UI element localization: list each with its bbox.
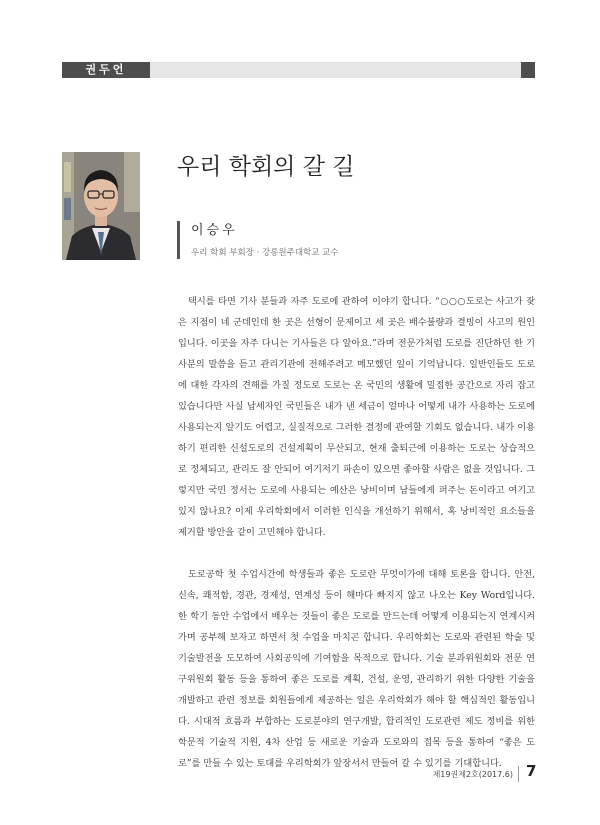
footer-divider [518,766,519,782]
article-body [178,291,535,774]
author-accent-bar [177,221,180,259]
issue-info: 제19권제2호(2017.6) [432,770,513,779]
header-end-block [521,62,535,78]
article-title: 우리 학회의 갈 길 [177,154,355,180]
page-number: 7 [526,762,537,780]
section-header-bar [62,62,535,78]
author-photo [62,152,140,260]
author-name: 이승우 [191,223,238,238]
section-tag: 권두언 [62,62,150,78]
paragraph: 도로공학 첫 수업시간에 학생들과 좋은 도로란 무엇이가에 대해 토론을 합니다. 안전, 신속, 쾌적함, 경관, 경제성, 연계성 등이 해마다 빠지지 않고 나오는 Key Word입니다. 한 학기 동안 수업에서 배우는 것들이 좋은 도로를 만드는데 어떻게 이용되는지 연계시켜가며 공부해 보자고 하면서 첫 수업을 마치곤 합니다. 우리학회는 도로와 관련된 학술 및 기술발전을 도모하여 사회공익에 기여함을 목적으로 합니다. 기술 분과위원회와 전문 연구위원회 활동 등을 통하여 좋은 도로를 계획, 건설, 운영, 관리하기 위한 다양한 기술을 개발하고 관련 정보를 회원들에게 제공하는 일은 우리학회가 해야 할 핵심적인 활동입니다. 시대적 흐름과 부합하는 도로분야의 연구개발, 합리적인 도로관련 제도 정비를 위한 학문적 기술적 지원, 4차 산업 등 새로운 기술과 도로와의 접목 등을 통하여 “좋은 도로”를 만들 수 있는 토대를 우리학회가 앞장서서 만들어 갈 수 있기를 기대합니다. [178,569,535,769]
author-role: 우리 학회 부회장 · 강릉원주대학교 교수 [191,248,339,258]
paragraph: 택시를 타면 기사 분들과 자주 도로에 관하여 이야기 합니다. “○○○도로는 사고가 잦은 지점이 네 군데인데 한 곳은 선형이 문제이고 세 곳은 배수불량과 결빙이 사고의 원인입니다. 이곳을 자주 다니는 기사들은 다 알아요.”라며 전문가처럼 도로를 진단하던 한 기사분의 말씀을 듣고 관리기관에 전해주려고 메모했던 일이 기억납니다. 일반인들도 도로에 대한 각자의 견해를 가질 정도로 도로는 온 국민의 생활에 밀접한 공간으로 자리 잡고 있습니다만 사실 납세자인 국민들은 내가 낸 세금이 얼마나 어떻게 내가 사용하는 도로에 사용되는지 알기도 어렵고, 실질적으로 그러한 결정에 관여할 기회도 없습니다. 내가 이용하기 편리한 신설도로의 건설계획이 무산되고, 현재 출퇴근에 이용하는 도로는 상습적으로 정체되고, 관리도 잘 안되어 여기저기 파손이 있으면 좋아할 사람은 없을 것입니다. 그렇지만 국민 정서는 도로에 사용되는 예산은 낭비이며 남들에게 퍼주는 돈이라고 여기고 있지 않나요? 이제 우리학회에서 이러한 인식을 개선하기 위해서, 혹 낭비적인 요소들을 제거할 방안을 같이 고민해야 합니다. [178,296,535,538]
author-portrait-icon [62,152,140,260]
